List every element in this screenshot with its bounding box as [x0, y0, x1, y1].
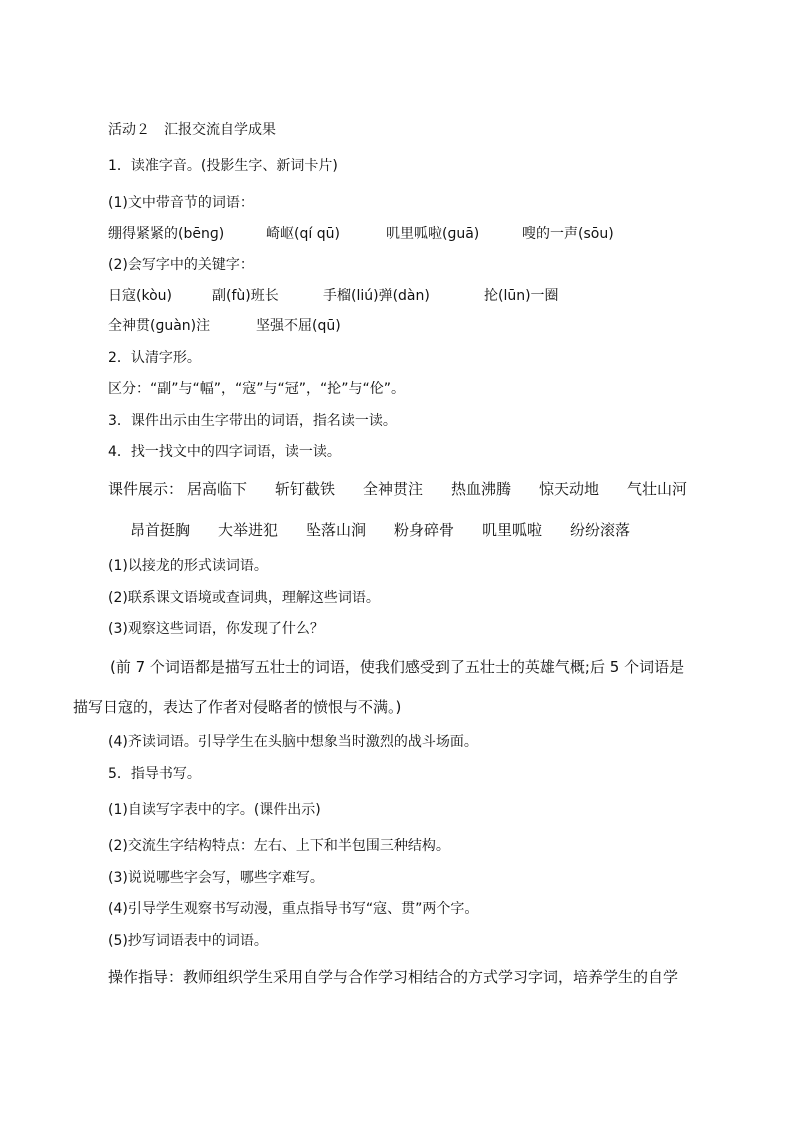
- word-item: 昂首挺胸: [130, 521, 191, 539]
- pinyin-words-row: [108, 224, 614, 244]
- word-item: 惊天动地: [539, 480, 600, 498]
- word-item: 手榴(liú)弹(dàn): [323, 288, 430, 304]
- word-item: 居高临下: [187, 480, 248, 498]
- word-item: 叽里呱啦: [482, 521, 543, 539]
- step-4-item-4: (4)齐读词语。引导学生在头脑中想象当时激烈的战斗场面。: [108, 734, 478, 750]
- word-item: 日寇(kòu): [108, 288, 172, 304]
- step-1-title: 1．读准字音。(投影生字、新词卡片): [108, 158, 338, 174]
- word-item: 热血沸腾: [451, 480, 512, 498]
- word-item: 气壮山河: [627, 480, 688, 498]
- step-4-item-1: (1)以接龙的形式读词语。: [108, 558, 268, 574]
- step-4-item-2: (2)联系课文语境或查词典，理解这些词语。: [108, 590, 380, 606]
- word-item: 崎岖(qí qū): [266, 226, 340, 242]
- step-5-item-1: (1)自读写字表中的字。(课件出示): [108, 802, 321, 818]
- step-5-item-3: (3)说说哪些字会写，哪些字难写。: [108, 870, 324, 886]
- key-words-row-a: [108, 286, 559, 306]
- step-1-sub-1: (1)文中带音节的词语：: [108, 195, 254, 211]
- operation-guidance: 操作指导：教师组织学生采用自学与合作学习相结合的方式学习字词，培养学生的自学: [108, 968, 679, 986]
- word-item: 纷纷滚落: [570, 521, 631, 539]
- four-char-words-row-2: [130, 520, 630, 540]
- step-1-sub-2: (2)会写字中的关键字：: [108, 257, 254, 273]
- answer-line-1: (前 7 个词语都是描写五壮士的词语，使我们感受到了五壮士的英雄气概;后 5 个词语是: [110, 658, 685, 676]
- step-5-item-2: (2)交流生字结构特点：左右、上下和半包围三种结构。: [108, 838, 450, 854]
- word-item: 粉身碎骨: [394, 521, 455, 539]
- answer-line-2: 描写日寇的，表达了作者对侵略者的愤恨与不满。): [73, 698, 402, 716]
- word-item: 全神贯注: [363, 480, 424, 498]
- word-item: 嗖的一声(sōu): [522, 226, 614, 242]
- word-item: 全神贯(ɡuàn)注: [108, 318, 211, 334]
- key-words-row-b: [108, 316, 341, 336]
- step-2-distinguish: 区分：“副”与“幅”，“寇”与“冠”，“抡”与“伦”。: [108, 381, 406, 397]
- step-5-title: 5．指导书写。: [108, 766, 201, 782]
- word-item: 叽里呱啦(ɡuā): [386, 226, 480, 242]
- four-char-words-row-1: [108, 479, 687, 499]
- word-item: 斩钉截铁: [275, 480, 336, 498]
- word-item: 抡(lūn)一圈: [484, 288, 559, 304]
- word-item: 坚强不屈(qū): [256, 318, 341, 334]
- section-heading: 活动２ 汇报交流自学成果: [108, 122, 276, 138]
- word-item: 坠落山涧: [306, 521, 367, 539]
- step-5-item-5: (5)抄写词语表中的词语。: [108, 933, 268, 949]
- word-item: 大举进犯: [218, 521, 279, 539]
- display-label: 课件展示：: [108, 480, 184, 498]
- step-2-title: 2．认清字形。: [108, 350, 201, 366]
- word-item: 绷得紧紧的(bēnɡ): [108, 226, 225, 242]
- step-4-item-3: (3)观察这些词语，你发现了什么？: [108, 621, 324, 637]
- word-item: 副(fù)班长: [212, 288, 279, 304]
- step-4-title: 4．找一找文中的四字词语，读一读。: [108, 444, 341, 460]
- step-3-title: 3．课件出示由生字带出的词语，指名读一读。: [108, 413, 397, 429]
- step-5-item-4: (4)引导学生观察书写动漫，重点指导书写“寇、贯”两个字。: [108, 901, 479, 917]
